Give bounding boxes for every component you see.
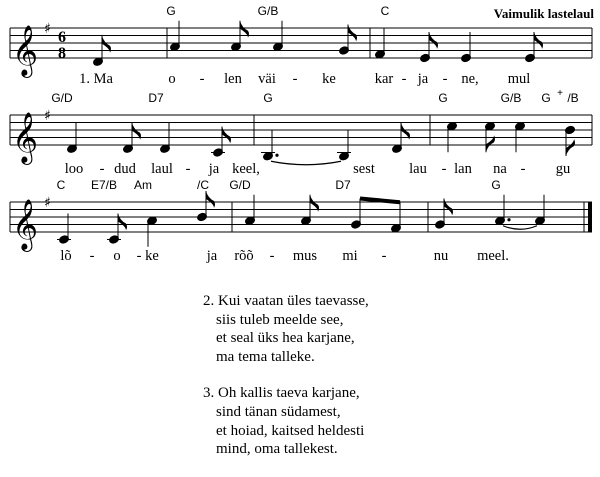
lyric-syllable: mus bbox=[292, 248, 318, 264]
chord-symbol: G/D bbox=[51, 91, 73, 105]
lyric-syllable: lõ bbox=[60, 248, 72, 264]
chord-symbol: D7 bbox=[148, 91, 164, 105]
chord-symbol: E7/B bbox=[90, 178, 118, 192]
lyric-syllable: - bbox=[99, 161, 105, 177]
verse-line: et hoiad, kaitsed heldesti bbox=[216, 422, 365, 439]
lyric-syllable: väi bbox=[258, 71, 276, 87]
chord-symbol: + bbox=[557, 88, 563, 99]
lyric-syllable: len bbox=[224, 71, 242, 87]
tie bbox=[271, 161, 341, 165]
lyric-syllable: laul bbox=[151, 161, 173, 177]
lyric-syllable: mi bbox=[342, 248, 358, 264]
treble-clef-icon: 𝄞 bbox=[12, 112, 39, 163]
note-flag bbox=[444, 199, 453, 216]
chord-symbol: G bbox=[491, 178, 501, 192]
verse-line: Kui vaatan üles taevasse, bbox=[218, 293, 369, 309]
chord-symbol: G bbox=[438, 91, 448, 105]
chord-symbol: G bbox=[263, 91, 273, 105]
chord-symbol: /B bbox=[567, 91, 579, 105]
note-flag bbox=[348, 25, 357, 42]
lyric-syllable: - bbox=[441, 161, 447, 177]
chord-symbol: /C bbox=[197, 178, 209, 192]
chord-symbol: D7 bbox=[335, 178, 351, 192]
chord-symbol: G/B bbox=[257, 4, 279, 18]
note-dot bbox=[275, 154, 278, 157]
treble-clef-icon: 𝄞 bbox=[12, 199, 39, 250]
lyric-syllable: meel. bbox=[477, 248, 509, 264]
lyric-syllable: keel, bbox=[232, 161, 260, 177]
verse-3 bbox=[203, 384, 369, 458]
verse-line: mind, oma tallekest. bbox=[216, 441, 338, 458]
time-signature-top: 6 bbox=[58, 29, 66, 46]
lyric-syllable: - bbox=[401, 71, 407, 87]
verse-2 bbox=[203, 292, 369, 366]
final-barline bbox=[588, 202, 592, 232]
lyric-syllable: dud bbox=[114, 161, 136, 177]
lyric-syllable: gu bbox=[555, 161, 571, 177]
verse-line: Oh kallis taeva karjane, bbox=[218, 385, 360, 402]
chord-symbol: G bbox=[166, 4, 176, 18]
lyric-syllable: - bbox=[520, 161, 526, 177]
lyric-syllable: lau bbox=[409, 161, 427, 177]
lyric-syllable: ke bbox=[145, 248, 159, 264]
lyric-syllable: ja bbox=[417, 71, 429, 87]
lyric-syllable: sest bbox=[353, 161, 375, 177]
lyric-syllable: - bbox=[199, 71, 205, 87]
lyric-syllable: loo bbox=[64, 161, 84, 177]
chord-symbol: C bbox=[56, 178, 66, 192]
tie bbox=[503, 226, 537, 230]
note-flag bbox=[222, 127, 231, 144]
note-flag bbox=[206, 191, 215, 208]
verse-line: siis tuleb meelde see, bbox=[216, 311, 344, 328]
verse-line: et seal üks hea karjane, bbox=[216, 330, 355, 347]
verse-number: 3. bbox=[203, 385, 215, 402]
lyric-syllable: - bbox=[89, 248, 95, 264]
sharp-icon: ♯ bbox=[44, 21, 51, 37]
lyric-syllable: lan bbox=[454, 161, 472, 177]
lyric-syllable: nu bbox=[433, 248, 449, 264]
lyric-syllable: na bbox=[493, 161, 507, 177]
lyric-syllable: 1. Ma bbox=[79, 71, 113, 87]
sharp-icon: ♯ bbox=[44, 108, 51, 124]
lyric-syllable: - bbox=[292, 71, 298, 87]
verse-number: 2. bbox=[203, 293, 215, 309]
lyric-syllable: o bbox=[168, 71, 176, 87]
lyric-syllable: ja bbox=[208, 161, 220, 177]
extra-verses bbox=[203, 292, 369, 477]
lyric-syllable: o bbox=[113, 248, 121, 264]
verse-line: sind tänan südamest, bbox=[216, 403, 341, 420]
lyric-syllable: ja bbox=[206, 248, 218, 264]
chord-symbol: G bbox=[541, 91, 551, 105]
treble-clef-icon: 𝄞 bbox=[12, 25, 39, 76]
lyric-syllable: rõõ bbox=[234, 248, 254, 264]
note-flag bbox=[118, 214, 127, 231]
song-tag: Vaimulik lastelaul bbox=[493, 6, 594, 21]
sharp-icon: ♯ bbox=[44, 195, 51, 211]
chord-symbol: G/B bbox=[500, 91, 522, 105]
lyric-syllable: - bbox=[185, 161, 191, 177]
note-dot bbox=[507, 218, 510, 221]
lyric-syllable: - bbox=[269, 248, 275, 264]
lyric-syllable: ke bbox=[322, 71, 336, 87]
lyric-syllable: - bbox=[136, 248, 142, 264]
chord-symbol: G/D bbox=[229, 178, 251, 192]
lyric-syllable: ne, bbox=[461, 71, 479, 87]
lyric-syllable: - bbox=[442, 71, 448, 87]
note-flag bbox=[534, 32, 543, 49]
chord-symbol: Am bbox=[134, 178, 152, 192]
verse-line: ma tema talleke. bbox=[216, 348, 315, 365]
lyric-syllable: mul bbox=[507, 71, 531, 87]
lyric-syllable: - bbox=[381, 248, 387, 264]
time-signature-bottom: 8 bbox=[58, 45, 66, 62]
chord-symbol: C bbox=[380, 4, 390, 18]
note-flag bbox=[429, 32, 438, 49]
note-flag bbox=[566, 139, 575, 156]
lyric-syllable: kar bbox=[374, 71, 394, 87]
